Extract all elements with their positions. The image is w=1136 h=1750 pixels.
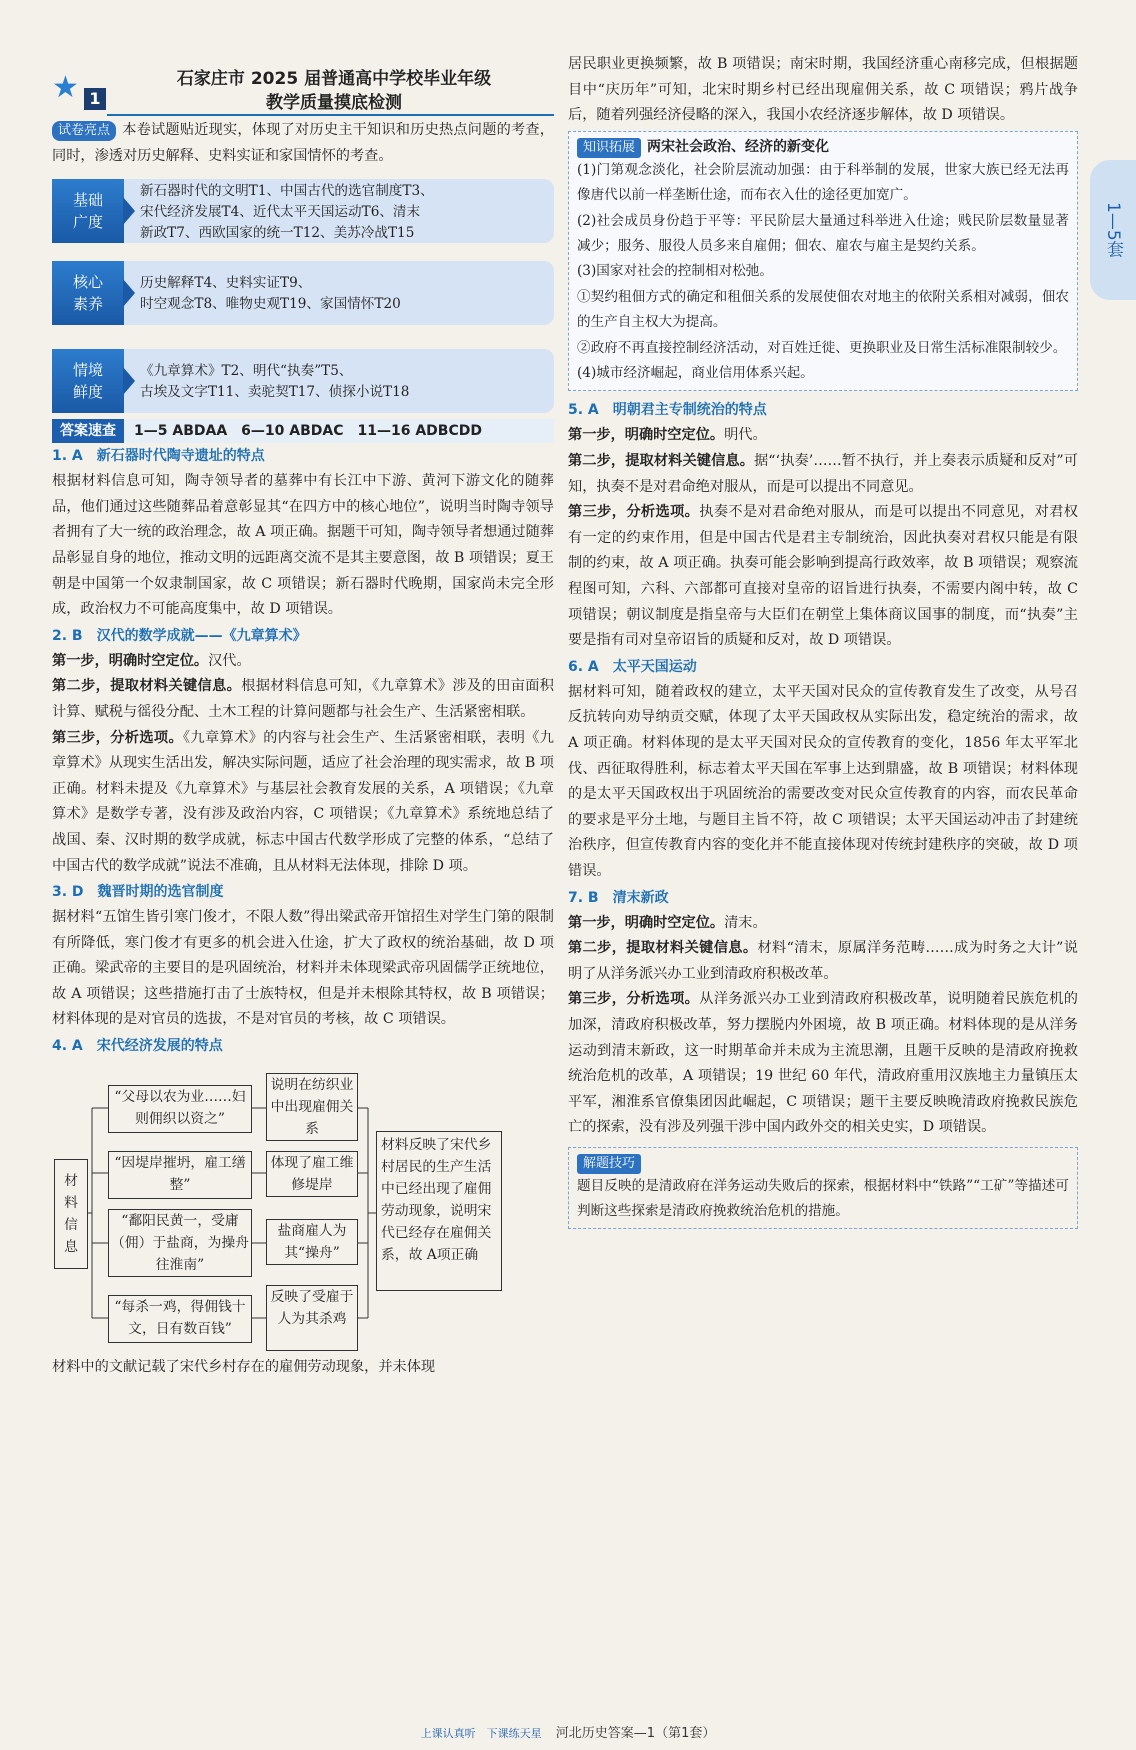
panel-line: 宋代经济发展T4、近代太平天国运动T6、清末 [140, 203, 421, 220]
q5-step3 [568, 500, 1078, 654]
q5-step1-label: 第一步，明确时空定位。 [568, 427, 725, 444]
highlights-text: 本卷试题贴近现实，体现了对历史主干知识和历史热点问题的考查，同时，渗透对历史解释、史料实证和家国情怀的考查。 [52, 122, 554, 164]
q4-head: 4. A 宋代经济发展的特点 [52, 1038, 223, 1055]
knowledge-title: 两宋社会政治、经济的新变化 [647, 138, 830, 155]
panel-basic-label [52, 179, 124, 243]
panel-core [52, 261, 554, 325]
panel-line: 《九章算术》T2、明代“执奏”T5、 [140, 363, 353, 380]
footer-slogan: 上课认真听 下课练天星 [420, 1727, 542, 1740]
panel-basic-body [124, 179, 554, 243]
diagram-conclusion: 材料反映了宋代乡村居民的生产生活中已经出现了雇佣劳动现象，说明宋代已经存在雇佣关系，故 A项正确 [376, 1131, 502, 1291]
panel-context [52, 349, 554, 413]
knowledge-item-3: (3)国家对社会的控制相对松弛。 [577, 263, 773, 280]
q3-head: 3. D 魏晋时期的选官制度 [52, 884, 224, 901]
tip-tag: 解题技巧 [577, 1154, 641, 1174]
panel-context-label [52, 349, 124, 413]
q1-body: 根据材料信息可知，陶寺领导者的墓葬中有长江中下游、黄河下游文化的随葬品，他们通过这些随葬品着意彰显其“在四方中的核心地位”，说明当时陶寺领导者拥有了大一统的政治理念，故 A 项正确。据题干可知，陶寺领导者想通过随葬品彰显自身的地位，推动文明的远距离交流不是其主要意图，故 B 项错误；夏王朝是中国第一个奴隶制国家，故 C 项错误；新石器时代晚期，国家尚未完全形成，政治权力不可能高度集中，故 D 项错误。 [52, 473, 554, 618]
q3-body: 据材料“五馆生皆引寒门俊才，不限人数”得出梁武帝开馆招生对学生门第的限制有所降低，寒门俊才有更多的机会进入仕途，扩大了政权的统治基础，故 D 项正确。梁武帝的主要目的是巩固统治，材料并未体现梁武帝巩固儒学正统地位，故 A 项错误；这些措施打击了士族特权，但是并未根除其特权，故 B 项错误；材料体现的是对官员的选拔，不是对官员的考核，故 C 项错误。 [52, 909, 554, 1028]
tip-head [577, 1152, 1069, 1174]
panel-label-text: 基础 广度 [72, 191, 103, 232]
knowledge-item-5: ②政府不再直接控制经济活动，对百姓迁徙、更换职业及日常生活标准限制较少。 [577, 339, 1067, 356]
q6-body: 据材料可知，随着政权的建立，太平天国对民众的宣传教育发生了改变，从号召反抗转向劝导纳贡交赋，体现了太平天国政权从实际出发，稳定统治的需求，故 A 项正确。材料体现的是太平天国对民众的宣传教育的变化，1856 年太平军北伐、西征取得胜利，标志着太平天国在军事上达到鼎盛，故 B 项错误；材料体现的是太平天国政权出于巩固统治的需要改变对民众宣传教育的内容，而农民革命的要求是平分土地，与题目主旨不符，故 C 项错误；太平天国运动冲击了封建统治秩序，但宣传教育内容的变化并不能直接体现对传统封建秩序的突破，故 D 项错误。 [568, 683, 1078, 879]
panel-core-label [52, 261, 124, 325]
diagram-meaning-3: 盐商雇人为其“操舟” [266, 1219, 358, 1265]
knowledge-tag: 知识拓展 [577, 138, 641, 158]
highlights [52, 118, 554, 169]
side-tab: 1—5套 [1090, 160, 1136, 300]
set-number: 1 [84, 88, 106, 110]
q2-step1-label: 第一步，明确时空定位。 [52, 652, 209, 669]
tip-text: 题目反映的是清政府在洋务运动失败后的探索，根据材料中“铁路”“工矿”等描述可判断这些探索是清政府挽救统治危机的措施。 [577, 1177, 1069, 1219]
panel-line: 古埃及文字T11、卖驼契T17、侦探小说T18 [140, 384, 410, 401]
knowledge-item-1: (1)门第观念淡化，社会阶层流动加强：由于科举制的发展，世家大族已经无法再像唐代以前一样垄断仕途，而布衣入仕的途径更加宽广。 [577, 161, 1069, 204]
answer-key-text: 1—5 ABDAA 6—10 ABDAC 11—16 ADBCDD [134, 423, 482, 440]
q7-head: 7. B 清末新政 [568, 889, 669, 906]
panel-context-body [124, 349, 554, 413]
q5-step2-label: 第二步，提取材料关键信息。 [568, 453, 754, 470]
panel-line: 历史解释T4、史料实证T9、 [140, 275, 312, 292]
left-column [52, 60, 554, 1381]
diagram-root: 材 料 信 息 [54, 1159, 88, 1269]
knowledge-box [568, 131, 1078, 392]
q4-diagram [52, 1063, 554, 1353]
q2-step3-text: 《九章算术》的内容与社会生产、生活紧密相联，表明《九章算术》从现实生活出发，解决实际问题，适应了社会治理的现实需求，故 B 项正确。材料未提及《九章算术》与基层社会教育发展的关系，A 项错误；《九章算术》是数学专著，没有涉及政治内容，C 项错误；《九章算术》系统地总结了战国、秦、汉时期的数学成就，标志中国古代数学形成了完整的体系，“总结了中国古代的数学成就”说法不准确，且从材料无法体现，排除 D 项。 [52, 729, 554, 874]
q5-step3-text: 执奏不是对君命绝对服从，而是可以提出不同意见，对君权有一定的约束作用，但是中国古代是君主专制统治，因此执奏对君权只能是有限制的约束，故 A 项正确。执奏可能会影响到提高行政效率，故 B 项错误；观察流程图可知，六科、六部都可直接对皇帝的诏旨进行执奏，不需要内阁中转，故 C 项错误；朝议制度是指皇帝与大臣们在朝堂上集体商议国事的制度，而“执奏”主要是指有司对皇帝诏旨的质疑和反对，故 D 项错误。 [568, 504, 1078, 649]
q7-step2 [568, 936, 1078, 987]
diagram-quote-1: “父母以农为业……妇则佣织以资之” [108, 1085, 252, 1133]
q7-step1 [568, 911, 1078, 937]
star-logo-icon: ★ [52, 70, 79, 105]
q7-step2-label: 第二步，提取材料关键信息。 [568, 940, 758, 957]
q7-step3 [568, 987, 1078, 1141]
answer-key [52, 419, 554, 443]
title-line-2: 教学质量摸底检测 [266, 93, 402, 113]
knowledge-head [577, 136, 1069, 158]
q5-step1 [568, 423, 1078, 449]
tip-box [568, 1147, 1078, 1229]
diagram-quote-3: “鄱阳民黄一，受庸（佣）于盐商，为操舟往淮南” [108, 1209, 252, 1277]
panel-line: 时空观念T8、唯物史观T19、家国情怀T20 [140, 296, 401, 313]
answer-key-tag: 答案速查 [52, 419, 124, 443]
title-line-1: 石家庄市 2025 届普通高中学校毕业年级 [176, 69, 492, 89]
q7-step3-text: 从洋务派兴办工业到清政府积极改革，说明随着民族危机的加深，清政府积极改革，努力摆脱内外困境，故 B 项正确。材料体现的是从洋务运动到清末新政，这一时期革命并未成为主流思潮，且题干反映的是清政府挽救统治危机的改革，A 项错误；19 世纪 60 年代，清政府重用汉族地主力量镇压太平军，湘淮系官僚集团因此崛起，C 项错误；题干主要反映晚清政府挽救民族危亡的探索，没有涉及列强干涉中国内政外交的相关史实，D 项错误。 [568, 991, 1078, 1136]
q2-head: 2. B 汉代的数学成就——《九章算术》 [52, 627, 307, 644]
q7-step1-text: 清末。 [724, 914, 767, 931]
q2-step2-label: 第二步，提取材料关键信息。 [52, 678, 242, 695]
q4-after: 材料中的文献记载了宋代乡村存在的雇佣劳动现象，并未体现 [52, 1359, 436, 1376]
panel-label-text: 核心 素养 [72, 273, 103, 314]
diagram-quote-4: “每杀一鸡，得佣钱十文，日有数百钱” [108, 1295, 252, 1343]
diagram-meaning-1: 说明在纺织业中出现雇佣关系 [266, 1073, 358, 1141]
header [52, 60, 554, 118]
panel-line: 新政T7、西欧国家的统一T12、美苏冷战T15 [140, 224, 415, 241]
q2-step3 [52, 726, 554, 880]
q7-step2-text: 材料“清末，原属洋务范畴……成为时务之大计”说明了从洋务派兴办工业到清政府积极改革。 [568, 940, 1078, 982]
right-column [568, 56, 1078, 1229]
q2-step1-text: 汉代。 [208, 652, 251, 669]
q5-step2-text: 据“‘执奏’……暂不执行，并上奏表示质疑和反对”可知，执奏不是对君命绝对服从，而是可以提出不同意见。 [568, 453, 1078, 495]
panel-core-body [124, 261, 554, 325]
knowledge-item-6: (4)城市经济崛起，商业信用体系兴起。 [577, 365, 814, 382]
footer-text: 河北历史答案—1（第1套） [555, 1726, 716, 1741]
q2-step1 [52, 649, 554, 675]
header-rule [107, 114, 554, 116]
knowledge-item-2: (2)社会成员身份趋于平等：平民阶层大量通过科举进入仕途；贱民阶层数量显著减少；服务、服役人员多来自雇佣；佃农、雇农与雇主是契约关系。 [577, 212, 1069, 254]
q2-step3-label: 第三步，分析选项。 [52, 729, 184, 746]
panel-label-text: 情境 鲜度 [72, 361, 103, 402]
right-top-text: 居民职业更换频繁，故 B 项错误；南宋时期，我国经济重心南移完成，但根据题目中“庆历年”可知，北宋时期乡村已经出现雇佣关系，故 C 项错误；鸦片战争后，随着列强经济侵略的深入，我国小农经济逐步解体，故 D 项错误。 [568, 56, 1078, 124]
q7-step3-label: 第三步，分析选项。 [568, 991, 700, 1008]
diagram-meaning-2: 体现了雇工维修堤岸 [266, 1151, 358, 1197]
q5-step1-text: 明代。 [724, 427, 767, 444]
q1-head: 1. A 新石器时代陶寺遗址的特点 [52, 448, 265, 465]
knowledge-item-4: ①契约租佃方式的确定和租佃关系的发展使佃农对地主的依附关系相对减弱，佃农的生产自主权大为提高。 [577, 288, 1069, 331]
q5-head: 5. A 明朝君主专制统治的特点 [568, 402, 767, 419]
diagram-quote-2: “因堤岸摧坍，雇工缮整” [108, 1151, 252, 1199]
q2-step2-text: 根据材料信息可知，《九章算术》涉及的田亩面积计算、赋税与徭役分配、土木工程的计算问题都与社会生产、生活紧密相联。 [52, 678, 554, 720]
panel-basic [52, 179, 554, 243]
q5-step3-label: 第三步，分析选项。 [568, 504, 700, 521]
q2-step2 [52, 674, 554, 725]
q5-step2 [568, 449, 1078, 500]
footer [0, 1722, 1136, 1741]
q6-head: 6. A 太平天国运动 [568, 658, 697, 675]
diagram-meaning-4: 反映了受雇于人为其杀鸡 [266, 1285, 358, 1351]
highlights-tag: 试卷亮点 [52, 121, 116, 141]
q7-step1-label: 第一步，明确时空定位。 [568, 914, 725, 931]
panel-line: 新石器时代的文明T1、中国古代的选官制度T3、 [140, 182, 434, 199]
